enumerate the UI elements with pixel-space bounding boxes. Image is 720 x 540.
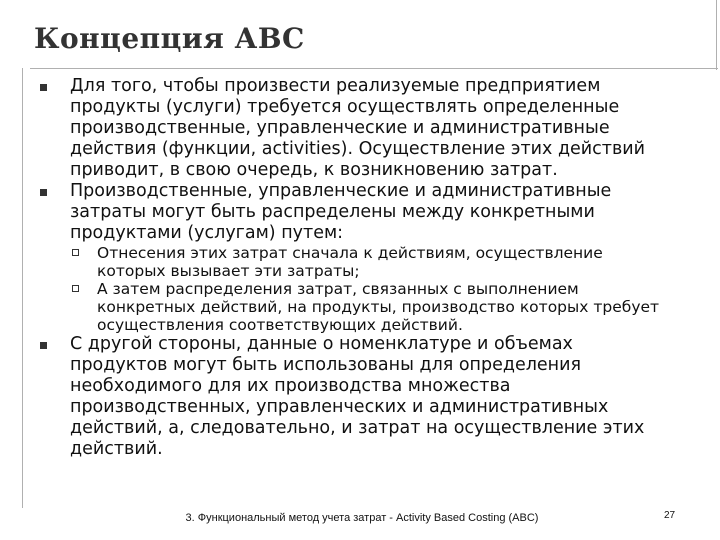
left-frame-line [22,68,23,508]
sub-bullet-text: Отнесения этих затрат сначала к действиям, осуществление которых вызывает эти затраты; [97,244,603,280]
bullet-text: Производственные, управленческие и административные затраты могут быть распределены между конкретными продуктами (услугам) путем: [70,181,612,243]
bullet-text: Для того, чтобы произвести реализуемые предприятием продукты (услуги) требуется осуществлять определенные производственные, управленческие и административные действия (функции, activities). Осуществление этих действий приводит, в свою очередь, к возникновению затрат. [70,76,646,180]
sub-bullet-item [40,244,675,280]
hollow-square-bullet-icon [72,249,79,256]
slide-footer: 3. Функциональный метод учета затрат - Activity Based Costing (ABC) [185,512,539,524]
sub-bullet-text: А затем распределения затрат, связанных с выполнением конкретных действий, на продукты, производство которых требует осуществления соответствующих действий. [97,280,660,334]
slide-title: Концепция АВС [34,22,305,55]
bullet-item [40,76,675,181]
bullet-text: С другой стороны, данные о номенклатуре и объемах продуктов могут быть использованы для определения необходимого для их производства множества производственных, управленческих и административных действий, а, следовательно, и затрат на осуществление этих действий. [70,334,645,459]
slide-content [40,76,675,460]
square-bullet-icon [40,189,47,196]
page-number: 27 [664,510,676,521]
square-bullet-icon [40,342,47,349]
title-underline [30,68,718,69]
sub-bullet-item [40,280,675,334]
square-bullet-icon [40,84,47,91]
bullet-item [40,334,675,460]
hollow-square-bullet-icon [72,285,79,292]
bullet-item [40,181,675,244]
